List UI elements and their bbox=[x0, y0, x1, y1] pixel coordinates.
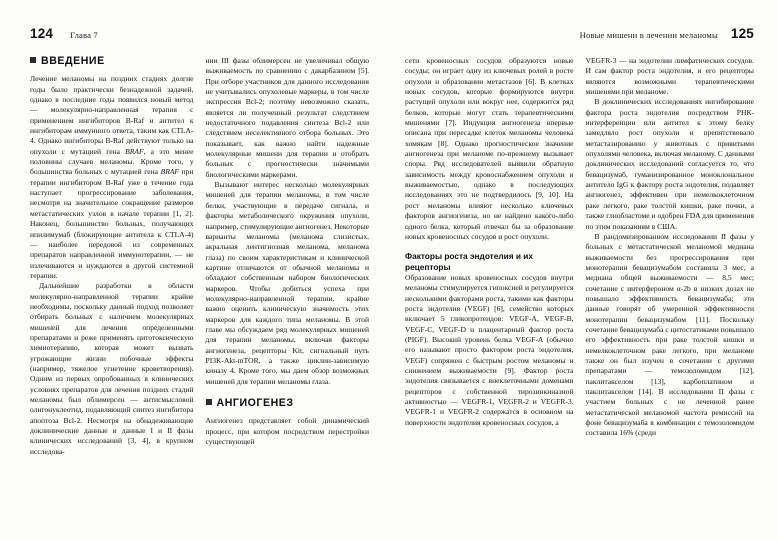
right-column-1 bbox=[405, 56, 574, 534]
left-page-columns bbox=[30, 56, 369, 534]
left-column-2 bbox=[206, 56, 370, 534]
paragraph: VEGFR-3 — на эндотелии лимфатических сосудов. И сам фактор роста эндотелия, и его рецепторы являются возможными терапевтическими мишенями при меланоме. bbox=[585, 56, 754, 97]
page-number-right: 125 bbox=[730, 26, 754, 41]
paragraph: Лечение меланомы на поздних стадиях долгие годы было практически безнадежной задачей, однако в последние годы появился новый метод — молекулярно-направленная терапия с применением ингибиторов B-Raf и антител к ингибиторам иммунного ответа, таким как CTLA-4. Однако ингибиторы B-Raf действуют только на опухоли с мутацией гена BRAF, а это менее половины случаев меланомы. Кроме того, у большинства больных с мутацией гена BRAF при терапии ингибитором B-Raf уже в течение года наступает прогрессирование заболевания, несмотря на значительное сокращение размеров метастатических узлов в начале терапии [1, 2]. Наконец, большинство больных, получающих ипилимумаб (блокирующие антитела к CTLA-4) — наиболее передовой из современных препаратов направленной иммунотерапии, — не излечиваются и нуждаются в другой системной терапии. bbox=[30, 74, 194, 280]
section-heading-label: АНГИОГЕНЕЗ bbox=[216, 397, 294, 409]
section-heading-label: ВВЕДЕНИЕ bbox=[41, 55, 105, 67]
paragraph: сети кровеносных сосудов образуются новые сосуды; он играет одну из ключевых ролей в росте опухоли и образовании метастазов [6]. В клетках новых сосудов, которые формируются внутри растущей опухоли или вокруг нее, содержится ряд белков, которые могут стать терапевтическими мишенями [7]. Индукция ангиогенеза впервые описана при пересадке клеток меланомы человека хомякам [8]. Однако прогностическое значение ангиогенеза при меланоме по-прежнему вызывает споры. Ряд исследователей выявили обратную зависимость между кровоснабжением опухоли и выживаемостью, однако в последующих исследованиях это не подтвердилось [9, 10]. На рост меланомы влияют несколько ключевых факторов ангиогенеза, но не найдено какого-либо одного белка, который отвечал бы за образование новых кровеносных сосудов и рост опухоли. bbox=[405, 56, 574, 241]
right-page bbox=[389, 0, 778, 540]
subsection-heading-vegf: Факторы роста эндотелия и их рецепторы bbox=[405, 251, 533, 272]
running-title-left: Глава 7 bbox=[70, 30, 98, 40]
running-title-right: Новые мишени в лечении меланомы bbox=[579, 30, 718, 40]
paragraph: Ангиогенез представляет собой динамический процесс, при котором посредством перестройки существующей bbox=[205, 416, 369, 447]
left-column-1 bbox=[30, 56, 194, 534]
paragraph: Вызывают интерес несколько молекулярных мишеней для терапии меланомы, в том числе белки, участвующие в передаче сигнала, и факторы метаболического окружения опухоли, например, стимулирующие ангиогенез. Некоторые варианты меланомы (меланома слизистых, акральная лентигиозная меланома, меланома глаза) по своим характеристикам и клинической картине отличаются от обычной меланомы и обладают собственным набором биологических маркеров. Чтобы добиться успеха при молекулярно-направленной терапии, крайне важно оценить клиническую значимость этих маркеров для каждого типа меланомы. В этой главе мы обсуждаем ряд молекулярных мишеней для терапии меланомы, включая факторы ангиогенеза, рецепторы Kit, сигнальный путь PI3K-Akt-mTOR, а также циклин-зависимую киназу 4. Кроме того, мы даем обзор возможных мишеней для терапии меланомы глаза. bbox=[205, 180, 369, 386]
running-head-right bbox=[405, 26, 754, 56]
running-head-left bbox=[30, 26, 369, 56]
paragraph: В доклинических исследованиях ингибирование фактора роста эндотелия посредством РНК-интерференции или антител к этому белку замедляло рост опухоли и препятствовало метастазированию у животных с привитыми опухолями человека, включая меланому. С данными доклинических исследований согласуется то, что бевацизумаб, гуманизированное моноклональное антитело IgG к фактору роста эндотелия, подавляет ангиогенез, эффективен при немелкоклеточном раке легкого, раке толстой кишки, раке почки, а также глиобластоме и одобрен FDA для применения по этим показаниям в США. bbox=[585, 97, 754, 231]
paragraph: Дальнейшие разработки в области молекулярно-направленной терапии крайне необходимы, поскольку данный подход позволяет отбирать больных с наличием молекулярных мишеней для лечения определенными препаратами и реже применять цитотоксическую химиотерапию, которая может вызвать угрожающие жизни побочные эффекты (например, тяжелое угнетение кроветворения). Одним из первых опробованных в клинических условиях препаратов для лечения поздних стадий меланомы был облимерсен — антисмысловой олигонуклеотид, подавляющий синтез ингибитора апоптоза Bcl-2. Несмотря на обнадеживающие доклинические данные и данные I и II фазы клинических исследований [3, 4], в крупном исследова- bbox=[30, 281, 194, 456]
paragraph: В рандомизированном исследовании II фазы у больных с метастатической меланомой медиана выживаемости без прогрессирования при монотерапии бевацизумабом составила 3 мес, а медиана общей выживаемости — 8,5 мес; сочетание с интерфероном α-2b в низких дозах не повышало эффективность бевацизумаба; эти данные говорят об умеренной эффективности монотерапии бевацизумабом [11]. Поскольку сочетание бевацизумаба с цитостатиками повышало его эффективность при раке толстой кишки и немелкоклеточном раке легкого, при меланоме также он был изучен в сочетании с другими препаратами — темозоломидом [12], паклитакселом [13], карбоплатином и паклитакселом [14]. В исследовании II фазы с участием больных с не леченной ранее метастатической меланомой частота ремиссий на фоне бевацизумаба в комбинации с темозоломидом составила 16% (среди bbox=[585, 231, 754, 438]
section-heading-introduction bbox=[30, 56, 194, 66]
paragraph: Образование новых кровеносных сосудов внутри меланомы стимулируется гипоксией и регулируется несколькими факторами роста, такими как факторы роста эндотелия (VEGF) [6], семейство которых включает 5 гликопротеидов: VEGF-A, VEGF-B, VEGF-C, VEGF-D и плацентарный фактор роста (PIGF). Высокий уровень белка VEGF-A (обычно его называют просто фактором роста эндотелия, VEGF) сопряжен с быстрым ростом меланомы и снижением выживаемости [9]. Фактор роста эндотелия связывается с внеклеточными доменами рецепторов с собственной тирозинкиназной активностью — VEGFR-1, VEGFR-2 и VEGFR-3. VEGFR-1 и VEGFR-2 содержатся в основном на поверхности эндотелия кровеносных сосудов, а bbox=[405, 273, 574, 427]
square-bullet-icon bbox=[30, 57, 36, 63]
page-number-left: 124 bbox=[30, 26, 54, 41]
right-page-columns bbox=[405, 56, 754, 534]
paragraph: нии III фазы облимерсен не увеличивал общую выживаемость по сравнению с дакарбазином [5]. При отборе участников для данного исследования не учитывались опухолевые маркеры, в том числе экспрессия Bcl-2; поэтому невозможно сказать, является ли полученный результат следствием недостаточного подавления синтеза Bcl-2 или следствием неселективного отбора больных. Это показывает, как важно найти надежные молекулярные мишени для терапии и отобрать больных с прогностически значимыми биологическими маркерами. bbox=[205, 56, 369, 179]
right-column-2 bbox=[586, 56, 755, 534]
square-bullet-icon bbox=[206, 399, 212, 405]
section-heading-angiogenesis bbox=[206, 398, 370, 408]
